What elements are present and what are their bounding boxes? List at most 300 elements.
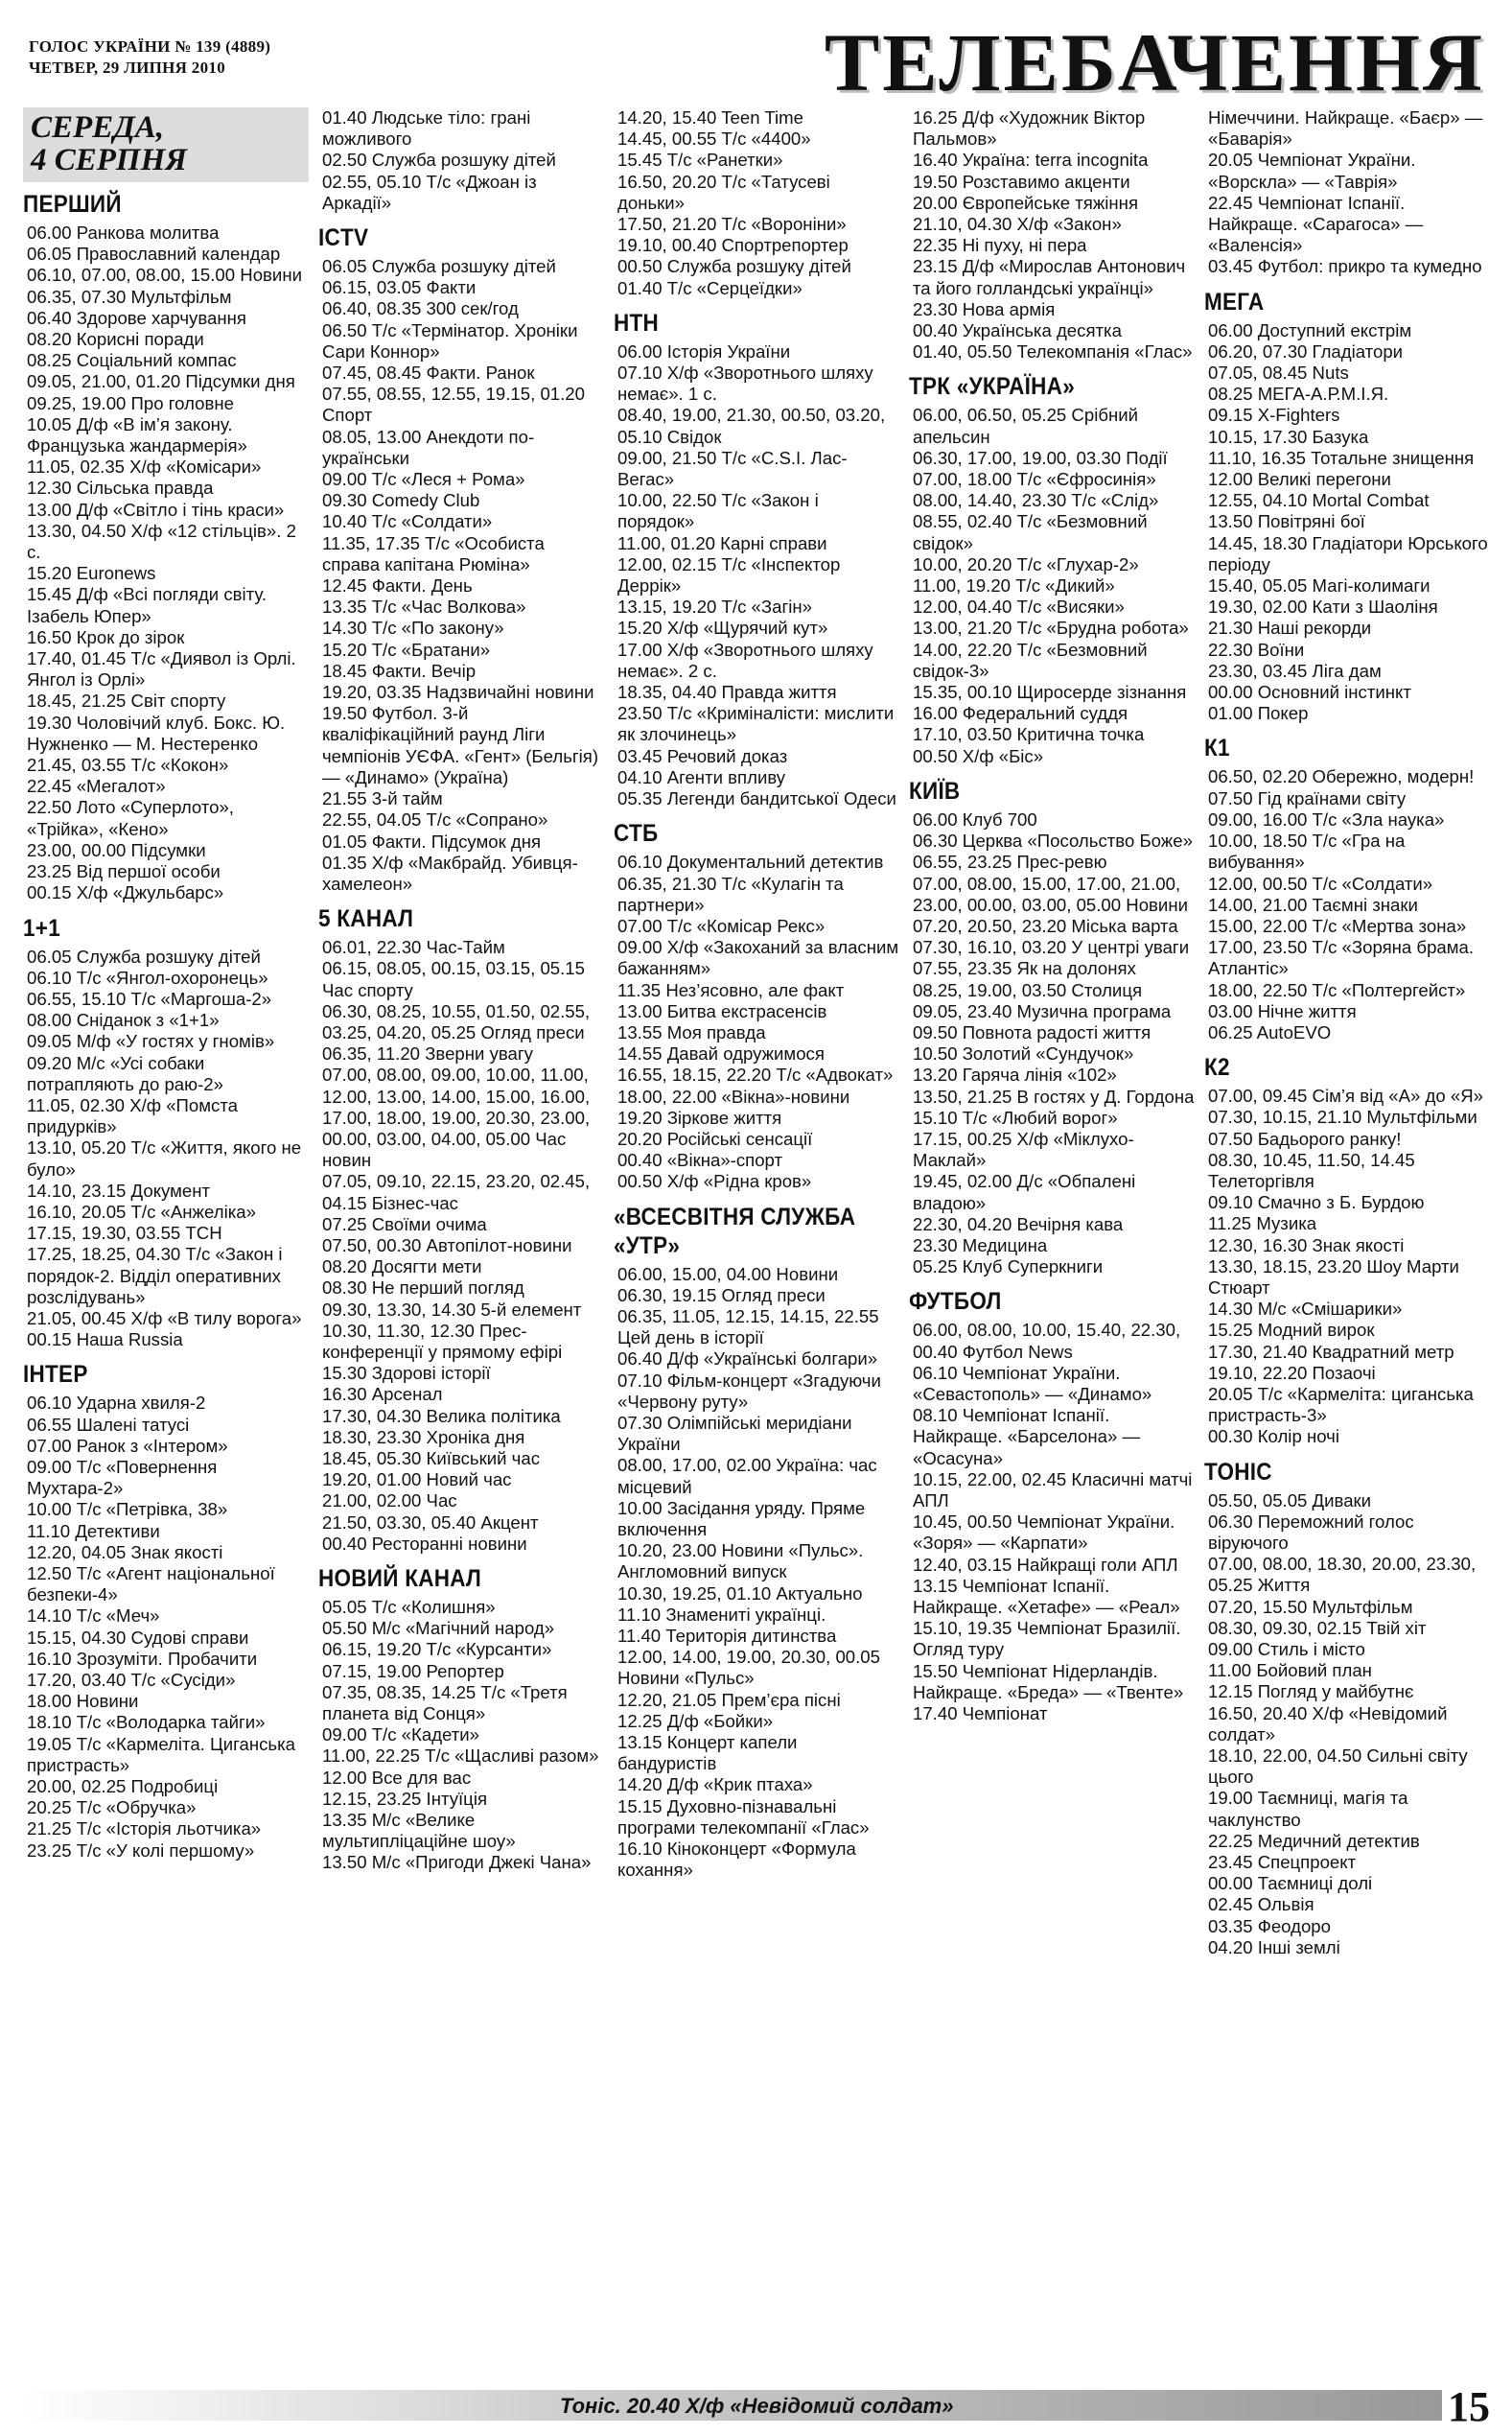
- program-entry: 10.00 Засідання уряду. Пряме включення: [617, 1497, 866, 1539]
- program-entry: 06.35, 11.20 Зверни увагу: [322, 1043, 533, 1065]
- program-entry: 11.05, 02.35 Х/ф «Комісари»: [27, 457, 262, 478]
- program-entry: 15.20 Х/ф «Щурячий кут»: [617, 618, 828, 639]
- program-entry: 12.25 Д/ф «Бойки»: [617, 1710, 774, 1731]
- program-entry: 14.45, 00.55 Т/с «4400»: [617, 129, 811, 150]
- channel-heading: ІНТЕР: [23, 1361, 88, 1389]
- program-entry: 14.00, 21.00 Таємні знаки: [1208, 894, 1418, 915]
- program-entry: 21.30 Наші рекорди: [1208, 618, 1372, 639]
- program-entry: 07.10 Фільм-концерт «Згадуючи «Червону руту»: [617, 1370, 881, 1412]
- program-entry: 05.35 Легенди бандитської Одеси: [617, 788, 896, 809]
- program-entry: 06.55, 23.25 Прес-ревю: [913, 852, 1107, 873]
- program-entry: 23.30, 03.45 Ліга дам: [1208, 660, 1382, 681]
- program-entry: 13.20 Гаряча лінія «102»: [913, 1065, 1117, 1086]
- program-entry: 08.25 МЕГА-А.Р.М.І.Я.: [1208, 384, 1389, 405]
- program-entry: 23.50 Т/с «Криміналісти: мислити як злочинець»: [617, 703, 895, 745]
- day-banner-date: 4 СЕРПНЯ: [31, 143, 188, 177]
- program-entry: 06.00 Клуб 700: [913, 808, 1037, 830]
- program-entry: 11.05, 02.30 Х/ф «Помста придурків»: [27, 1094, 238, 1137]
- program-entry: 16.50, 20.20 Т/с «Татусеві доньки»: [617, 171, 830, 213]
- program-entry: 19.10, 22.20 Позаочі: [1208, 1362, 1376, 1383]
- publication-info: [29, 36, 270, 79]
- program-entry: 08.30, 10.45, 11.50, 14.45 Телеторгівля: [1208, 1149, 1415, 1191]
- program-entry: 21.45, 03.55 Т/с «Кокон»: [27, 755, 229, 776]
- program-entry: 17.10, 03.50 Критична точка: [913, 724, 1145, 745]
- program-entry: 06.30, 17.00, 19.00, 03.30 Події: [913, 447, 1168, 468]
- program-entry: 10.20, 23.00 Новини «Пульс». Англомовний випуск: [617, 1540, 864, 1582]
- program-entry: Німеччини. Найкраще. «Баєр» — «Баварія»: [1208, 107, 1483, 150]
- program-entry: 13.50 Повітряні бої: [1208, 511, 1365, 532]
- program-entry: 09.00 Т/с «Повернення Мухтара-2»: [27, 1456, 218, 1499]
- program-entry: 19.50 Розставимо акценти: [913, 171, 1130, 192]
- program-entry: 11.00, 19.20 Т/с «Дикий»: [913, 575, 1115, 597]
- program-entry: 07.00 Ранок з «Інтером»: [27, 1435, 228, 1456]
- program-entry: 01.05 Факти. Підсумок дня: [322, 831, 542, 852]
- program-entry: 07.50 Гід країнами світу: [1208, 787, 1407, 808]
- program-entry: 16.25 Д/ф «Художник Віктор Пальмов»: [913, 107, 1146, 150]
- channel-heading: НТН: [614, 309, 660, 337]
- program-entry: 09.30 Comedy Club: [322, 490, 480, 511]
- channel-heading: К1: [1204, 735, 1230, 762]
- program-entry: 13.15 Концерт капели бандуристів: [617, 1732, 798, 1774]
- program-entry: 16.10, 20.05 Т/с «Анжеліка»: [27, 1201, 256, 1222]
- program-entry: 16.30 Арсенал: [322, 1384, 443, 1405]
- program-entry: 06.10 Т/с «Янгол-охоронець»: [27, 967, 268, 988]
- program-entry: 12.00, 02.15 Т/с «Інспектор Деррік»: [617, 553, 841, 597]
- schedule-column-1: [23, 107, 309, 2376]
- program-entry: 15.45 Д/ф «Всі погляди світу. Ізабель Юпер»: [27, 584, 267, 626]
- program-entry: 06.10 Документальний детектив: [617, 852, 884, 873]
- program-entry: 00.00 Основний інстинкт: [1208, 682, 1411, 703]
- program-entry: 10.00 Т/с «Петрівка, 38»: [27, 1499, 228, 1520]
- program-entry: 09.20 М/с «Усі собаки потрапляють до раю-2»: [27, 1052, 223, 1094]
- program-entry: 06.00, 15.00, 04.00 Новини: [617, 1263, 839, 1284]
- program-entry: 08.40, 19.00, 21.30, 00.50, 03.20, 05.10 Свідок: [617, 405, 886, 447]
- program-entry: 00.00 Таємниці долі: [1208, 1873, 1373, 1894]
- program-entry: 08.30, 09.30, 02.15 Твій хіт: [1208, 1617, 1427, 1638]
- program-entry: 12.00 Великі перегони: [1208, 469, 1391, 490]
- program-entry: 12.00, 04.40 Т/с «Висяки»: [913, 597, 1125, 618]
- program-entry: 22.45 «Мегалот»: [27, 776, 166, 797]
- program-entry: 07.50 Бадьорого ранку!: [1208, 1128, 1402, 1149]
- program-entry: 18.00, 22.50 Т/с «Полтергейст»: [1208, 979, 1466, 1000]
- program-entry: 21.25 Т/с «Історія льотчика»: [27, 1818, 262, 1839]
- channel-heading: ICTV: [318, 224, 369, 252]
- program-entry: 09.05 М/ф «У гостях у гномів»: [27, 1031, 275, 1052]
- program-entry: 11.00, 01.20 Карні справи: [617, 532, 827, 553]
- schedule-column-3: [614, 107, 899, 2376]
- program-entry: 08.10 Чемпіонат Іспанії. Найкраще. «Барселона» — «Осасуна»: [913, 1405, 1141, 1468]
- program-entry: 09.00 Т/с «Леся + Рома»: [322, 469, 525, 490]
- program-entry: 08.55, 02.40 Т/с «Безмовний свідок»: [913, 511, 1148, 553]
- schedule-column-5: [1204, 107, 1490, 2376]
- program-entry: 06.01, 22.30 Час-Тайм: [322, 937, 505, 958]
- program-entry: 01.00 Покер: [1208, 703, 1309, 724]
- program-entry: 07.50, 00.30 Автопілот-новини: [322, 1234, 572, 1255]
- program-entry: 00.40 «Вікна»-спорт: [617, 1150, 783, 1171]
- program-entry: 17.40 Чемпіонат: [913, 1703, 1048, 1724]
- program-entry: 06.55, 15.10 Т/с «Маргоша-2»: [27, 988, 272, 1009]
- program-entry: 09.50 Повнота радості життя: [913, 1021, 1151, 1042]
- program-entry: 10.40 Т/с «Солдати»: [322, 511, 493, 532]
- program-entry: 08.00, 14.40, 23.30 Т/с «Слід»: [913, 490, 1159, 511]
- program-entry: 23.15 Д/ф «Мирослав Антонович та його голландські українці»: [913, 256, 1186, 298]
- program-entry: 06.05 Служба розшуку дітей: [27, 946, 261, 967]
- program-entry: 14.10, 23.15 Документ: [27, 1180, 211, 1201]
- program-entry: 16.10 Зрозуміти. Пробачити: [27, 1648, 258, 1669]
- program-entry: 19.10, 00.40 Спортрепортер: [617, 235, 849, 256]
- program-entry: 20.00 Європейське тяжіння: [913, 192, 1139, 213]
- program-entry: 14.55 Давай одружимося: [617, 1043, 825, 1065]
- program-entry: 13.00, 21.20 Т/с «Брудна робота»: [913, 618, 1189, 639]
- program-entry: 10.00, 20.20 Т/с «Глухар-2»: [913, 553, 1139, 574]
- program-entry: 16.50, 20.40 Х/ф «Невідомий солдат»: [1208, 1702, 1448, 1745]
- program-entry: 07.00, 09.45 Сім’я від «А» до «Я»: [1208, 1086, 1484, 1107]
- program-entry: 22.45 Чемпіонат Іспанії. Найкраще. «Сарагоса» — «Валенсія»: [1208, 192, 1424, 256]
- program-entry: 06.00 Доступний екстрім: [1208, 319, 1412, 340]
- program-entry: 15.20 Euronews: [27, 563, 156, 584]
- program-entry: 21.10, 04.30 Х/ф «Закон»: [913, 214, 1122, 235]
- program-entry: 15.10, 19.35 Чемпіонат Бразилії. Огляд туру: [913, 1618, 1181, 1660]
- program-entry: 08.00 Сніданок з «1+1»: [27, 1010, 220, 1031]
- program-entry: 17.40, 01.45 Т/с «Диявол із Орлі. Янгол із Орлі»: [27, 648, 296, 691]
- program-entry: 06.00, 06.50, 05.25 Срібний апельсин: [913, 405, 1139, 447]
- program-entry: 03.45 Речовий доказ: [617, 745, 788, 766]
- program-entry: 14.30 М/с «Смішарики»: [1208, 1299, 1403, 1320]
- program-entry: 01.40, 05.50 Телекомпанія «Глас»: [913, 341, 1193, 363]
- program-entry: 23.30 Нова армія: [913, 298, 1056, 319]
- program-entry: 06.50, 02.20 Обережно, модерн!: [1208, 766, 1475, 787]
- program-entry: 12.20, 04.05 Знак якості: [27, 1541, 223, 1562]
- program-entry: 07.45, 08.45 Факти. Ранок: [322, 363, 535, 384]
- program-entry: 10.15, 22.00, 02.45 Класичні матчі АПЛ: [913, 1468, 1193, 1511]
- program-entry: 16.10 Кіноконцерт «Формула кохання»: [617, 1839, 856, 1881]
- program-entry: 10.30, 19.25, 01.10 Актуально: [617, 1582, 863, 1604]
- program-entry: 13.55 Моя правда: [617, 1021, 766, 1042]
- program-entry: 14.20, 15.40 Teen Time: [617, 107, 803, 128]
- program-entry: 11.10, 16.35 Тотальне знищення: [1208, 447, 1475, 468]
- program-entry: 06.10 Чемпіонат України. «Севастополь» — «Динамо»: [913, 1362, 1152, 1404]
- program-entry: 07.30, 10.15, 21.10 Мультфільми: [1208, 1107, 1477, 1128]
- program-entry: 20.00, 02.25 Подробиці: [27, 1776, 219, 1797]
- program-entry: 07.55, 23.35 Як на долонях: [913, 958, 1136, 979]
- channel-heading: ПЕРШИЙ: [23, 191, 122, 218]
- program-entry: 22.35 Ні пуху, ні пера: [913, 235, 1087, 256]
- program-entry: 15.15 Духовно-пізнавальні програми телекомпанії «Глас»: [617, 1795, 870, 1838]
- program-entry: 14.20 Д/ф «Крик птаха»: [617, 1774, 813, 1795]
- program-entry: 12.45 Факти. День: [322, 575, 473, 597]
- program-entry: 14.10 Т/с «Меч»: [27, 1605, 160, 1627]
- program-entry: 23.45 Спецпроект: [1208, 1852, 1357, 1873]
- channel-heading: МЕГА: [1204, 288, 1265, 316]
- program-entry: 19.20, 03.35 Надзвичайні новини: [322, 682, 594, 703]
- program-entry: 15.20 Т/с «Братани»: [322, 639, 491, 660]
- program-entry: 19.00 Таємниці, магія та чаклунство: [1208, 1788, 1408, 1830]
- program-entry: 06.30, 08.25, 10.55, 01.50, 02.55, 03.25, 04.20, 05.25 Огляд преси: [322, 1000, 591, 1042]
- program-entry: 16.55, 18.15, 22.20 Т/с «Адвокат»: [617, 1065, 894, 1086]
- program-entry: 03.35 Феодоро: [1208, 1915, 1331, 1936]
- program-entry: 00.15 Наша Russia: [27, 1329, 183, 1350]
- program-entry: 00.50 Х/ф «Рідна кров»: [617, 1171, 812, 1192]
- program-entry: 18.45, 05.30 Київський час: [322, 1447, 540, 1468]
- page-number: 15: [1448, 2383, 1490, 2430]
- program-entry: 00.50 Х/ф «Біс»: [913, 745, 1044, 766]
- program-entry: 00.40 Ресторанні новини: [322, 1533, 527, 1554]
- program-entry: 10.15, 17.30 Базука: [1208, 426, 1369, 447]
- program-entry: 23.30 Медицина: [913, 1234, 1048, 1255]
- program-entry: 19.20, 01.00 Новий час: [322, 1469, 512, 1490]
- program-entry: 19.05 Т/с «Кармеліта. Циганська пристрасть»: [27, 1733, 295, 1775]
- program-entry: 12.15, 23.25 Інтуїція: [322, 1788, 488, 1809]
- program-entry: 13.50, 21.25 В гостях у Д. Гордона: [913, 1086, 1195, 1107]
- program-entry: 08.20 Досягти мети: [322, 1256, 482, 1277]
- program-entry: 06.40 Здорове харчування: [27, 307, 246, 328]
- program-entry: 07.15, 19.00 Репортер: [322, 1660, 504, 1681]
- channel-heading: ФУТБОЛ: [909, 1288, 1002, 1316]
- program-entry: 07.00, 08.00, 15.00, 17.00, 21.00, 23.00, 00.00, 03.00, 05.00 Новини: [913, 873, 1188, 915]
- program-entry: 07.25 Своїми очима: [322, 1213, 487, 1234]
- schedule-column-2: [318, 107, 604, 2376]
- program-entry: 18.00, 22.00 «Вікна»-новини: [617, 1086, 850, 1107]
- program-entry: 17.00, 23.50 Т/с «Зоряна брама. Атлантіс»: [1208, 937, 1475, 979]
- column-content: [614, 107, 899, 1881]
- program-entry: 08.25 Соціальний компас: [27, 350, 237, 371]
- program-entry: 00.15 Х/ф «Джульбарс»: [27, 882, 224, 903]
- program-entry: 07.55, 08.55, 12.55, 19.15, 01.20 Спорт: [322, 384, 585, 426]
- program-entry: 12.30 Сільська правда: [27, 478, 214, 499]
- program-entry: 15.45 Т/с «Ранетки»: [617, 150, 783, 171]
- program-entry: 06.25 AutoEVO: [1208, 1021, 1332, 1042]
- program-entry: 14.30 Т/с «По закону»: [322, 618, 504, 639]
- program-entry: 12.00, 14.00, 19.00, 20.30, 00.05 Новини «Пульс»: [617, 1647, 880, 1689]
- program-entry: 12.40, 03.15 Найкращі голи АПЛ: [913, 1554, 1178, 1575]
- program-entry: 07.20, 20.50, 23.20 Міська варта: [913, 915, 1178, 936]
- program-entry: 23.00, 00.00 Підсумки: [27, 839, 206, 860]
- program-entry: 22.50 Лото «Суперлото», «Трійка», «Кено»: [27, 797, 234, 839]
- program-entry: 18.45 Факти. Вечір: [322, 660, 477, 681]
- program-entry: 08.05, 13.00 Анекдоти по-українськи: [322, 426, 535, 468]
- program-entry: 15.30 Здорові історії: [322, 1363, 491, 1384]
- program-entry: 19.20 Зіркове життя: [617, 1107, 782, 1128]
- program-entry: 09.00 Стиль і місто: [1208, 1639, 1365, 1659]
- program-entry: 07.05, 08.45 Nuts: [1208, 363, 1349, 384]
- program-entry: 09.10 Смачно з Б. Бурдою: [1208, 1192, 1425, 1213]
- program-entry: 17.20, 03.40 Т/с «Сусіди»: [27, 1670, 236, 1690]
- program-entry: 17.15, 00.25 Х/ф «Міклухо-Маклай»: [913, 1128, 1134, 1171]
- program-entry: 07.00, 18.00 Т/с «Єфросинія»: [913, 469, 1156, 490]
- program-entry: 09.00 Х/ф «Закоханий за власним бажанням»: [617, 937, 899, 979]
- program-entry: 09.05, 23.40 Музична програма: [913, 1000, 1172, 1021]
- program-entry: 01.40 Т/с «Серцеїдки»: [617, 277, 803, 298]
- column-content: [318, 107, 604, 1874]
- program-entry: 11.00 Бойовий план: [1208, 1660, 1372, 1681]
- program-entry: 09.00, 21.50 Т/с «C.S.I. Лас-Вегас»: [617, 447, 848, 490]
- program-entry: 18.35, 04.40 Правда життя: [617, 682, 837, 703]
- program-entry: 12.20, 21.05 Прем’єра пісні: [617, 1689, 841, 1710]
- program-entry: 06.00, 08.00, 10.00, 15.40, 22.30, 00.40 Футбол News: [913, 1320, 1181, 1362]
- program-entry: 14.45, 18.30 Гладіатори Юрського періоду: [1208, 532, 1488, 574]
- channel-heading: КИЇВ: [909, 777, 961, 805]
- channel-heading: НОВИЙ КАНАЛ: [318, 1565, 482, 1592]
- program-entry: 21.50, 03.30, 05.40 Акцент: [322, 1511, 539, 1533]
- program-entry: 10.00, 22.50 Т/с «Закон і порядок»: [617, 490, 819, 532]
- program-entry: 10.00, 18.50 Т/с «Гра на вибування»: [1208, 831, 1406, 873]
- program-entry: 07.35, 08.35, 14.25 Т/с «Третя планета від Сонця»: [322, 1681, 568, 1724]
- page-header: [0, 0, 1512, 108]
- program-entry: 21.05, 00.45 Х/ф «В тилу ворога»: [27, 1307, 302, 1328]
- program-entry: 06.15, 19.20 Т/с «Курсанти»: [322, 1639, 552, 1660]
- day-banner-weekday: СЕРЕДА,: [31, 110, 164, 145]
- program-entry: 09.00, 16.00 Т/с «Зла наука»: [1208, 808, 1445, 830]
- section-title: ТЕЛЕБАЧЕННЯ: [824, 16, 1485, 108]
- program-entry: 13.30, 04.50 Х/ф «12 стільців». 2 с.: [27, 520, 296, 563]
- program-entry: 02.55, 05.10 Т/с «Джоан із Аркадії»: [322, 171, 537, 213]
- program-entry: 10.05 Д/ф «В ім’я закону. Французька жандармерія»: [27, 413, 247, 457]
- program-entry: 01.40 Людське тіло: грані можливого: [322, 107, 531, 150]
- program-entry: 03.45 Футбол: прикро та кумедно: [1208, 256, 1482, 277]
- program-entry: 06.50 Т/с «Термінатор. Хроніки Сари Коннор»: [322, 319, 578, 362]
- program-entry: 11.10 Знамениті українці.: [617, 1604, 826, 1625]
- program-entry: 06.10, 07.00, 08.00, 15.00 Новини: [27, 265, 302, 286]
- program-entry: 07.05, 09.10, 22.15, 23.20, 02.45, 04.15 Бізнес-час: [322, 1171, 591, 1213]
- column-content: [23, 190, 309, 1862]
- program-entry: 12.50 Т/с «Агент національної безпеки-4»: [27, 1562, 275, 1605]
- program-entry: 06.40, 08.35 300 сек/год: [322, 298, 519, 319]
- program-entry: 07.30, 16.10, 03.20 У центрі уваги: [913, 937, 1190, 958]
- program-entry: 20.05 Чемпіонат України. «Ворскла» — «Таврія»: [1208, 150, 1416, 192]
- program-entry: 06.35, 07.30 Мультфільм: [27, 286, 232, 307]
- program-entry: 13.35 Т/с «Час Волкова»: [322, 597, 526, 618]
- program-entry: 00.40 Українська десятка: [913, 320, 1122, 341]
- channel-heading: «ВСЕСВІТНЯ СЛУЖБА «УТР»: [614, 1203, 856, 1259]
- program-entry: 13.15, 19.20 Т/с «Загін»: [617, 597, 812, 618]
- program-entry: 09.25, 19.00 Про головне: [27, 392, 234, 413]
- program-entry: 22.30 Воїни: [1208, 639, 1305, 660]
- program-entry: 05.25 Клуб Суперкниги: [913, 1256, 1104, 1277]
- program-entry: 17.15, 19.30, 03.55 ТСН: [27, 1223, 222, 1244]
- program-entry: 13.50 М/с «Пригоди Джекі Чана»: [322, 1852, 592, 1873]
- program-entry: 17.30, 21.40 Квадратний метр: [1208, 1341, 1454, 1362]
- program-entry: 23.25 Т/с «У колі першому»: [27, 1839, 255, 1861]
- program-entry: 20.20 Російські сенсації: [617, 1128, 813, 1149]
- program-entry: 06.15, 03.05 Факти: [322, 277, 477, 298]
- program-entry: 11.10 Детективи: [27, 1520, 160, 1541]
- program-entry: 17.50, 21.20 Т/с «Вороніни»: [617, 214, 847, 235]
- program-entry: 13.10, 05.20 Т/с «Життя, якого не було»: [27, 1137, 302, 1180]
- program-entry: 09.15 X-Fighters: [1208, 405, 1340, 426]
- program-entry: 11.25 Музика: [1208, 1213, 1317, 1234]
- program-entry: 12.00 Все для вас: [322, 1767, 472, 1788]
- program-entry: 10.45, 00.50 Чемпіонат України. «Зоря» — «Карпати»: [913, 1511, 1175, 1554]
- program-entry: 07.30 Олімпійські меридіани України: [617, 1412, 852, 1455]
- program-entry: 06.30, 19.15 Огляд преси: [617, 1284, 826, 1305]
- program-entry: 12.30, 16.30 Знак якості: [1208, 1234, 1405, 1255]
- program-entry: 16.50 Крок до зірок: [27, 626, 185, 647]
- program-entry: 06.30 Переможний голос віруючого: [1208, 1511, 1414, 1553]
- program-entry: 18.00 Новини: [27, 1691, 139, 1712]
- program-entry: 17.30, 04.30 Велика політика: [322, 1405, 561, 1426]
- program-entry: 12.15 Погляд у майбутнє: [1208, 1681, 1414, 1702]
- program-entry: 09.00 Т/с «Кадети»: [322, 1724, 480, 1745]
- program-entry: 13.30, 18.15, 23.20 Шоу Марти Стюарт: [1208, 1255, 1459, 1298]
- tv-schedule: [23, 107, 1490, 2376]
- program-entry: 18.10 Т/с «Володарка тайги»: [27, 1712, 266, 1733]
- program-entry: 10.50 Золотий «Сундучок»: [913, 1043, 1134, 1065]
- program-entry: 23.25 Від першої особи: [27, 861, 221, 882]
- channel-heading: 1+1: [23, 914, 60, 942]
- program-entry: 12.00, 00.50 Т/с «Солдати»: [1208, 873, 1433, 894]
- program-entry: 11.40 Територія дитинства: [617, 1626, 837, 1646]
- program-entry: 00.50 Служба розшуку дітей: [617, 256, 851, 277]
- issue-date: ЧЕТВЕР, 29 ЛИПНЯ 2010: [29, 59, 226, 77]
- program-entry: 02.45 Ольвія: [1208, 1894, 1314, 1915]
- program-entry: 22.30, 04.20 Вечірня кава: [913, 1213, 1124, 1234]
- program-entry: 06.35, 21.30 Т/с «Кулагін та партнери»: [617, 873, 844, 915]
- program-entry: 07.00 Т/с «Комісар Рекс»: [617, 915, 826, 936]
- program-entry: 19.30 Чоловічий клуб. Бокс. Ю. Нужненко — М. Нестеренко: [27, 712, 286, 754]
- schedule-column-4: [909, 107, 1195, 2376]
- program-entry: 09.30, 13.30, 14.30 5-й елемент: [322, 1299, 582, 1320]
- program-entry: 19.50 Футбол. 3-й кваліфікаційний раунд Ліги чемпіонів УЄФА. «Гент» (Бельгія) — «Динамо» (Україна): [322, 703, 599, 787]
- program-entry: 03.00 Нічне життя: [1208, 1000, 1357, 1021]
- program-entry: 16.00 Федеральний суддя: [913, 703, 1128, 724]
- program-entry: 21.00, 02.00 Час: [322, 1490, 457, 1511]
- program-entry: 08.25, 19.00, 03.50 Столиця: [913, 979, 1143, 1000]
- column-content: [1204, 107, 1490, 1958]
- program-entry: 06.10 Ударна хвиля-2: [27, 1393, 206, 1414]
- program-entry: 18.45, 21.25 Світ спорту: [27, 691, 226, 712]
- program-entry: 18.10, 22.00, 04.50 Сильні світу цього: [1208, 1745, 1468, 1788]
- page-footer: [23, 2383, 1490, 2430]
- program-entry: 05.05 Т/с «Колишня»: [322, 1597, 496, 1617]
- program-entry: 05.50, 05.05 Диваки: [1208, 1489, 1372, 1511]
- program-entry: 04.10 Агенти впливу: [617, 766, 786, 787]
- program-entry: 06.00 Історія України: [617, 340, 791, 362]
- program-entry: 13.15 Чемпіонат Іспанії. Найкраще. «Хетафе» — «Реал»: [913, 1575, 1180, 1617]
- program-entry: 07.10 Х/ф «Зворотнього шляху немає». 1 с.: [617, 363, 873, 405]
- footer-promo: Тоніс. 20.40 Х/ф «Невідомий солдат»: [560, 2394, 954, 2418]
- channel-heading: ТРК «УКРАЇНА»: [909, 373, 1075, 401]
- program-entry: 10.30, 11.30, 12.30 Прес-конференції у прямому ефірі: [322, 1320, 563, 1362]
- program-entry: 17.00 Х/ф «Зворотнього шляху немає». 2 с.: [617, 639, 873, 681]
- program-entry: 06.55 Шалені татусі: [27, 1414, 190, 1435]
- program-entry: 15.35, 00.10 Щиросерде зізнання: [913, 682, 1187, 703]
- channel-heading: 5 КАНАЛ: [318, 905, 414, 933]
- program-entry: 04.20 Інші землі: [1208, 1936, 1340, 1957]
- program-entry: 06.40 Д/ф «Українські болгари»: [617, 1348, 878, 1370]
- program-entry: 07.20, 15.50 Мультфільм: [1208, 1596, 1413, 1617]
- program-entry: 06.05 Православний календар: [27, 244, 281, 265]
- program-entry: 13.35 М/с «Велике мультипліцаційне шоу»: [322, 1810, 516, 1852]
- program-entry: 13.00 Д/ф «Світло і тінь краси»: [27, 499, 285, 520]
- program-entry: 19.30, 02.00 Кати з Шаоліня: [1208, 597, 1438, 618]
- program-entry: 18.30, 23.30 Хроніка дня: [322, 1426, 525, 1447]
- program-entry: 16.40 Україна: terra incognita: [913, 150, 1149, 171]
- program-entry: 11.35 Нез’ясовно, але факт: [617, 979, 845, 1000]
- program-entry: 06.35, 11.05, 12.15, 14.15, 22.55 Цей день в історії: [617, 1305, 879, 1348]
- program-entry: 20.25 Т/с «Обручка»: [27, 1797, 197, 1818]
- program-entry: 07.00, 08.00, 18.30, 20.00, 23.30, 05.25 Життя: [1208, 1554, 1477, 1596]
- program-entry: 22.55, 04.05 Т/с «Сопрано»: [322, 809, 548, 831]
- program-entry: 12.55, 04.10 Mortal Combat: [1208, 490, 1430, 511]
- program-entry: 11.00, 22.25 Т/с «Щасливі разом»: [322, 1745, 599, 1767]
- program-entry: 07.00, 08.00, 09.00, 10.00, 11.00, 12.00, 13.00, 14.00, 15.00, 16.00, 17.00, 18.00, 19.00, 20.30, 23.00, 00.00, 03.00, 04.00, 05.00 Час новин: [322, 1065, 591, 1171]
- program-entry: 20.05 Т/с «Кармеліта: циганська пристрасть-3»: [1208, 1383, 1474, 1426]
- program-entry: 13.00 Битва екстрасенсів: [617, 1000, 827, 1021]
- program-entry: 06.20, 07.30 Гладіатори: [1208, 340, 1404, 362]
- day-banner: [23, 107, 309, 182]
- channel-heading: СТБ: [614, 820, 659, 848]
- program-entry: 06.15, 08.05, 00.15, 03.15, 05.15 Час спорту: [322, 958, 585, 1000]
